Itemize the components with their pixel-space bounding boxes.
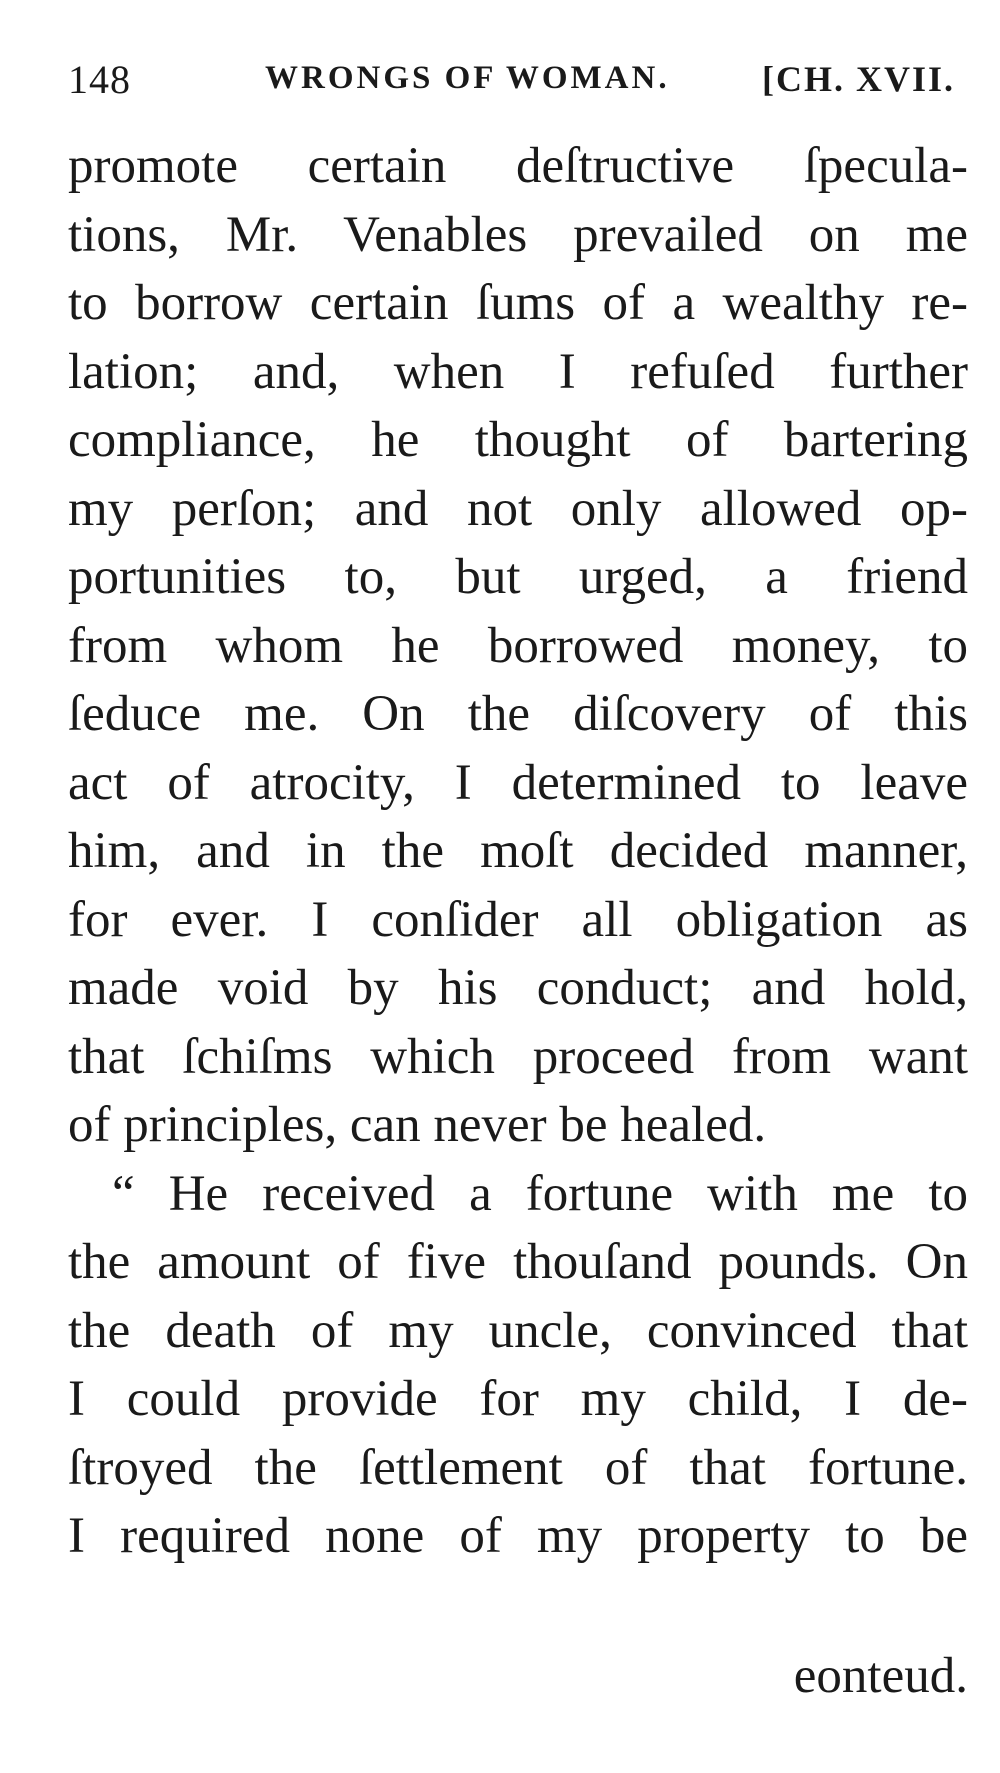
text-line: my perſon; and not only allowed op- (68, 480, 968, 537)
text-line: the death of my uncle, convinced that (68, 1302, 968, 1359)
text-line: made void by his conduct; and hold, (68, 960, 968, 1016)
text-line: him, and in the moſt decided manner, (68, 823, 968, 879)
text-line: compliance, he thought of bartering (68, 412, 968, 468)
text-line: I required none of my property to be (68, 1508, 968, 1564)
page-number: 148 (68, 57, 131, 102)
text-line: that ſchiſms which proceed from want (68, 1028, 968, 1085)
text-line: of principles, can never be healed. (68, 1097, 767, 1153)
chapter-label: [CH. XVII. (762, 59, 956, 99)
text-line: lation; and, when I refuſed further (68, 343, 968, 400)
text-line: ſeduce me. On the diſcovery of this (68, 686, 968, 742)
text-line: “ He received a fortune with me to (112, 1165, 968, 1222)
text-line: portunities to, but urged, a friend (68, 549, 968, 605)
text-line: I could provide for my child, I de- (68, 1371, 968, 1427)
running-title: WRONGS OF WOMAN. (265, 60, 670, 96)
text-line: tions, Mr. Venables prevailed on me (68, 206, 968, 263)
catchword: eonteud. (793, 1648, 968, 1704)
page-header (68, 40, 968, 110)
text-line: promote certain deſtructive ſpecula- (68, 138, 968, 194)
body-text (68, 132, 968, 1571)
text-line: from whom he borrowed money, to (68, 617, 968, 674)
text-line: the amount of five thouſand pounds. On (68, 1234, 968, 1290)
text-line: to borrow certain ſums of a wealthy re- (68, 275, 968, 331)
text-line: act of atrocity, I determined to leave (68, 754, 968, 811)
text-line: for ever. I conſider all obligation as (68, 891, 968, 948)
text-line: ſtroyed the ſettlement of that fortune. (68, 1439, 968, 1496)
